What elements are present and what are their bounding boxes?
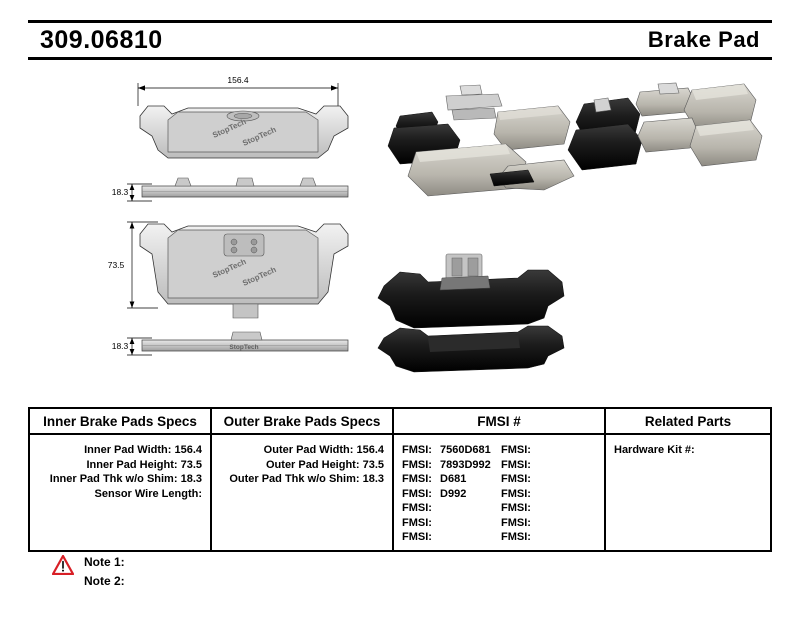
fmsi-label: FMSI: — [501, 444, 531, 456]
fmsi-value: 7893D992 — [440, 458, 491, 471]
dim-label-top-width: 156.4 — [227, 75, 249, 85]
outer-thickness-value: 18.3 — [362, 473, 384, 485]
fmsi-row — [402, 516, 501, 531]
fmsi-label: FMSI: — [402, 473, 432, 485]
product-photo-bottom — [378, 254, 564, 372]
outer-specs-column — [212, 409, 394, 550]
fmsi-row — [402, 443, 501, 458]
outer-pad-side-drawing — [142, 178, 348, 197]
brake-pad-drawings-svg — [28, 66, 772, 396]
notes-text-block — [84, 553, 125, 591]
svg-text:StopTech: StopTech — [211, 257, 248, 280]
inner-thickness-value: 18.3 — [180, 473, 202, 485]
warning-triangle-icon — [52, 555, 74, 575]
fmsi-row — [402, 472, 501, 487]
dim-label-bottom-height: 73.5 — [107, 260, 125, 270]
hardware-kit-row — [614, 443, 762, 458]
spec-row-outer-height — [220, 458, 384, 473]
fmsi-body — [394, 435, 604, 550]
fmsi-label: FMSI: — [402, 516, 432, 529]
inner-thickness-label: Inner Pad Thk w/o Shim: — [49, 473, 178, 485]
fmsi-value — [531, 531, 536, 543]
fmsi-label: FMSI: — [501, 531, 531, 543]
technical-drawings-area — [28, 66, 772, 396]
dim-label-bottom-thickness: 18.3 — [111, 341, 129, 351]
fmsi-label: FMSI: — [402, 487, 432, 500]
related-parts-column — [606, 409, 770, 550]
svg-text:StopTech: StopTech — [211, 117, 248, 140]
fmsi-value — [531, 502, 536, 514]
fmsi-value: 7560D681 — [440, 444, 491, 456]
svg-text:StopTech: StopTech — [241, 125, 278, 148]
fmsi-label: FMSI: — [501, 502, 531, 514]
inner-height-value: 73.5 — [180, 458, 202, 471]
fmsi-column — [394, 409, 606, 550]
outer-height-label: Outer Pad Height: — [266, 458, 360, 471]
fmsi-right-column — [501, 443, 600, 550]
outer-width-label: Outer Pad Width: — [263, 444, 354, 456]
svg-text:StopTech: StopTech — [229, 344, 259, 351]
fmsi-row — [402, 530, 501, 545]
notes-section — [52, 553, 125, 591]
inner-specs-column — [30, 409, 212, 550]
fmsi-label: FMSI: — [501, 516, 531, 529]
fmsi-row — [501, 472, 600, 487]
spec-row-sensor-wire — [38, 487, 202, 502]
related-parts-body — [606, 435, 770, 550]
fmsi-value — [432, 517, 437, 529]
fmsi-value — [531, 488, 536, 500]
fmsi-row — [402, 458, 501, 473]
inner-width-label: Inner Pad Width: — [84, 444, 172, 456]
spec-row-outer-width — [220, 443, 384, 458]
outer-thickness-label: Outer Pad Thk w/o Shim: — [229, 473, 360, 485]
spec-row-inner-width — [38, 443, 202, 458]
fmsi-value — [531, 473, 536, 485]
inner-pad-side-drawing — [142, 332, 348, 351]
hardware-kit-label: Hardware Kit #: — [614, 444, 695, 456]
outer-specs-header: Outer Brake Pads Specs — [212, 409, 392, 435]
product-photo-right — [568, 83, 762, 170]
inner-height-label: Inner Pad Height: — [86, 458, 178, 471]
document-type-title: Brake Pad — [647, 27, 760, 52]
fmsi-value — [531, 459, 536, 471]
fmsi-row — [501, 487, 600, 502]
fmsi-label: FMSI: — [402, 531, 432, 543]
fmsi-label: FMSI: — [402, 444, 432, 456]
fmsi-value: D681 — [440, 473, 467, 485]
fmsi-label: FMSI: — [501, 473, 531, 485]
note-line-1: Note 1: — [84, 555, 125, 569]
dim-label-top-thickness: 18.3 — [111, 187, 129, 197]
related-parts-header: Related Parts — [606, 409, 770, 435]
fmsi-value — [531, 517, 536, 529]
fmsi-row — [402, 487, 501, 502]
fmsi-row — [501, 530, 600, 545]
fmsi-row — [501, 516, 600, 531]
fmsi-row — [402, 501, 501, 516]
spec-row-outer-thickness — [220, 472, 384, 487]
fmsi-left-column — [402, 443, 501, 550]
part-number: 309.06810 — [40, 25, 163, 54]
fmsi-value: D992 — [440, 487, 467, 500]
document-header — [28, 20, 772, 60]
note-line-2: Note 2: — [84, 574, 125, 588]
outer-pad-face-drawing — [140, 106, 348, 158]
fmsi-row — [501, 443, 600, 458]
fmsi-header: FMSI # — [394, 409, 604, 435]
fmsi-value — [432, 502, 437, 514]
svg-text:StopTech: StopTech — [241, 265, 278, 288]
specifications-table — [28, 407, 772, 552]
outer-height-value: 73.5 — [362, 458, 384, 471]
fmsi-row — [501, 501, 600, 516]
fmsi-value — [432, 531, 437, 543]
fmsi-label: FMSI: — [402, 458, 432, 471]
outer-width-value: 156.4 — [356, 444, 384, 456]
fmsi-row — [501, 458, 600, 473]
inner-specs-body — [30, 435, 210, 550]
sensor-wire-label: Sensor Wire Length: — [94, 487, 202, 500]
inner-pad-face-drawing — [140, 224, 348, 318]
spec-row-inner-height — [38, 458, 202, 473]
fmsi-label: FMSI: — [501, 487, 531, 500]
product-photo-left — [388, 85, 574, 196]
fmsi-value — [531, 444, 536, 456]
inner-specs-header: Inner Brake Pads Specs — [30, 409, 210, 435]
spec-row-inner-thickness — [38, 472, 202, 487]
inner-width-value: 156.4 — [174, 444, 202, 456]
fmsi-label: FMSI: — [402, 502, 432, 514]
outer-specs-body — [212, 435, 392, 550]
dim-line-top-width — [138, 83, 338, 106]
fmsi-label: FMSI: — [501, 458, 531, 471]
